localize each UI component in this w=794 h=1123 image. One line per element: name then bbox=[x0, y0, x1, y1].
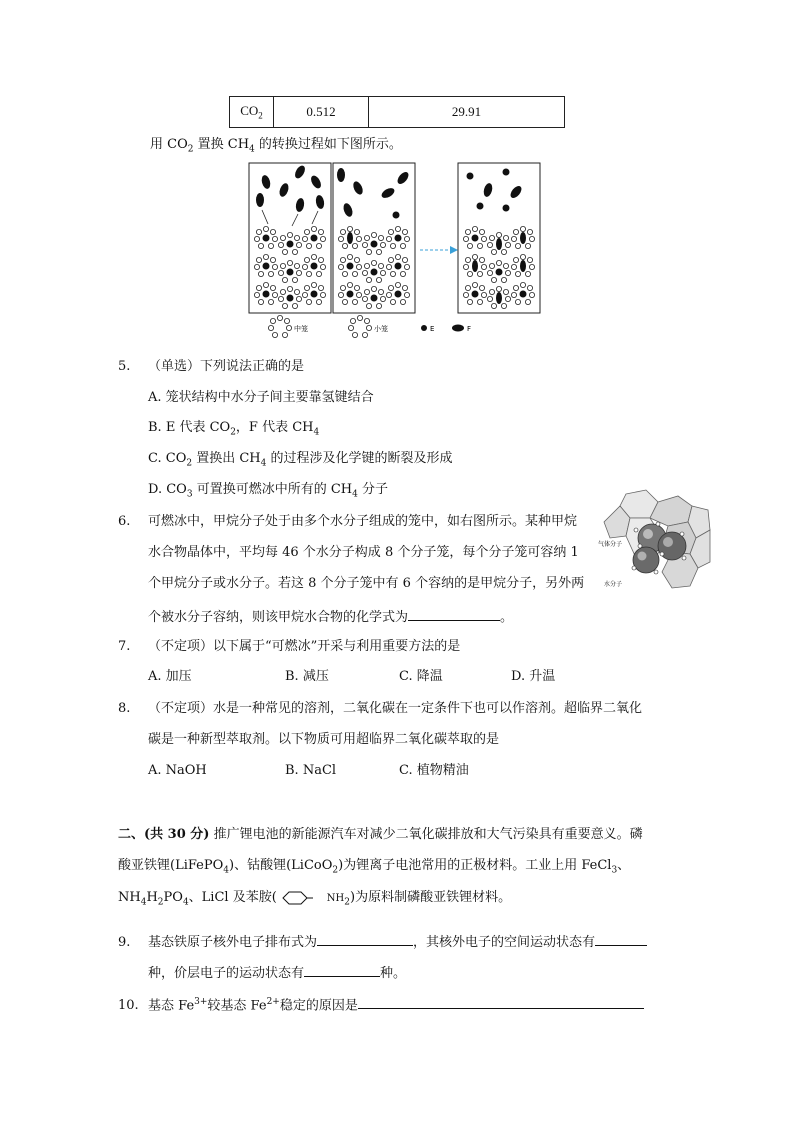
question-6-line3: 个甲烷分子或水分子。若这 8 个分子笼中有 6 个容纳的是甲烷分子，另外两 bbox=[148, 576, 585, 591]
intro-text: 用 $CO_2$ 置换 $CH_4$ 的转换过程如下图所示。 bbox=[150, 137, 402, 155]
water-molecule-label: 水分子 bbox=[604, 581, 623, 588]
table-cell-value: 0.512 bbox=[274, 97, 369, 128]
methane-hydrate-image bbox=[596, 488, 712, 594]
legend-small-cage: 小笼 bbox=[374, 325, 388, 333]
question-5-stem: 5. （单选）下列说法正确的是 bbox=[118, 359, 305, 374]
question-10-line: 10. 基态 $Fe^{3+}$较基态 $Fe^{2+}$稳定的原因是 bbox=[118, 993, 644, 1015]
question-7-stem: 7. （不定项）以下属于“可燃冰”开采与利用重要方法的是 bbox=[118, 639, 461, 654]
question-9-line1: 9. 基态铁原子核外电子排布式为 ，其核外电子的空间运动状态有 bbox=[118, 931, 647, 952]
benzene-ring-icon bbox=[277, 890, 327, 906]
section-2-line1: 二、(共 30 分) 推广锂电池的新能源汽车对减少二氧化碳排放和大气污染具有重要意义。磷 bbox=[118, 827, 643, 842]
question-6-line2: 水合物晶体中，平均每 46 个水分子构成 8 个分子笼，每个分子笼可容纳 1 bbox=[148, 545, 579, 560]
question-6-line1: 6. 可燃冰中，甲烷分子处于由多个水分子组成的笼中，如右图所示。某种甲烷 bbox=[118, 514, 578, 529]
section-heading: 二、(共 30 分) bbox=[118, 827, 210, 842]
question-5-option-a: A. 笼状结构中水分子间主要靠氢键结合 bbox=[148, 390, 374, 405]
section-2-line3: $NH_4H_2PO_4$、LiCl 及苯胺( $NH_2$)为原料制磷酸亚铁锂材料。 bbox=[118, 890, 512, 908]
question-8-option-a: A. NaOH bbox=[148, 763, 207, 778]
legend-e: E bbox=[430, 325, 435, 333]
answer-blank[interactable] bbox=[317, 931, 413, 946]
question-7-option-a: A. 加压 bbox=[148, 669, 192, 684]
question-5-option-d: D. $CO_3$ 可置换可燃冰中所有的 $CH_4$ 分子 bbox=[148, 482, 389, 500]
question-8-line1: 8. （不定项）水是一种常见的溶剂，二氧化碳在一定条件下也可以作溶剂。超临界二氧化 bbox=[118, 701, 643, 716]
gas-molecule-label: 气体分子 bbox=[598, 541, 623, 548]
answer-blank[interactable] bbox=[358, 994, 644, 1009]
legend-mid-cage: 中笼 bbox=[294, 325, 308, 333]
question-6-line4: 个被水分子容纳，则该甲烷水合物的化学式为 。 bbox=[148, 606, 513, 627]
question-5-option-b: B. E 代表 $CO_2$，F 代表 $CH_4$ bbox=[148, 420, 320, 438]
table-cell-value: 29.91 bbox=[369, 97, 565, 128]
question-7-option-c: C. 降温 bbox=[399, 669, 443, 684]
question-5-option-c: C. $CO_2$ 置换出 $CH_4$ 的过程涉及化学键的断裂及形成 bbox=[148, 451, 453, 469]
question-9-line2: 种，价层电子的运动状态有 种。 bbox=[148, 962, 406, 983]
answer-blank[interactable] bbox=[595, 931, 647, 946]
question-8-option-b: B. NaCl bbox=[285, 763, 337, 778]
table-row bbox=[230, 97, 565, 128]
replacement-diagram bbox=[248, 160, 548, 342]
answer-blank[interactable] bbox=[408, 606, 500, 621]
data-table bbox=[229, 96, 565, 128]
question-7-option-b: B. 减压 bbox=[285, 669, 329, 684]
question-8-option-c: C. 植物精油 bbox=[399, 763, 469, 778]
question-7-option-d: D. 升温 bbox=[511, 669, 556, 684]
section-2-line2: 酸亚铁锂(LiFePO$_4$)、钴酸锂(LiCoO$_2$)为锂离子电池常用的正极材料。工业上用 FeCl$_3$、 bbox=[118, 858, 631, 876]
legend-f: F bbox=[467, 325, 472, 333]
question-8-line2: 碳是一种新型萃取剂。以下物质可用超临界二氧化碳萃取的是 bbox=[148, 732, 500, 747]
answer-blank[interactable] bbox=[304, 962, 380, 977]
table-cell-formula: $CO_2$ bbox=[230, 97, 274, 128]
